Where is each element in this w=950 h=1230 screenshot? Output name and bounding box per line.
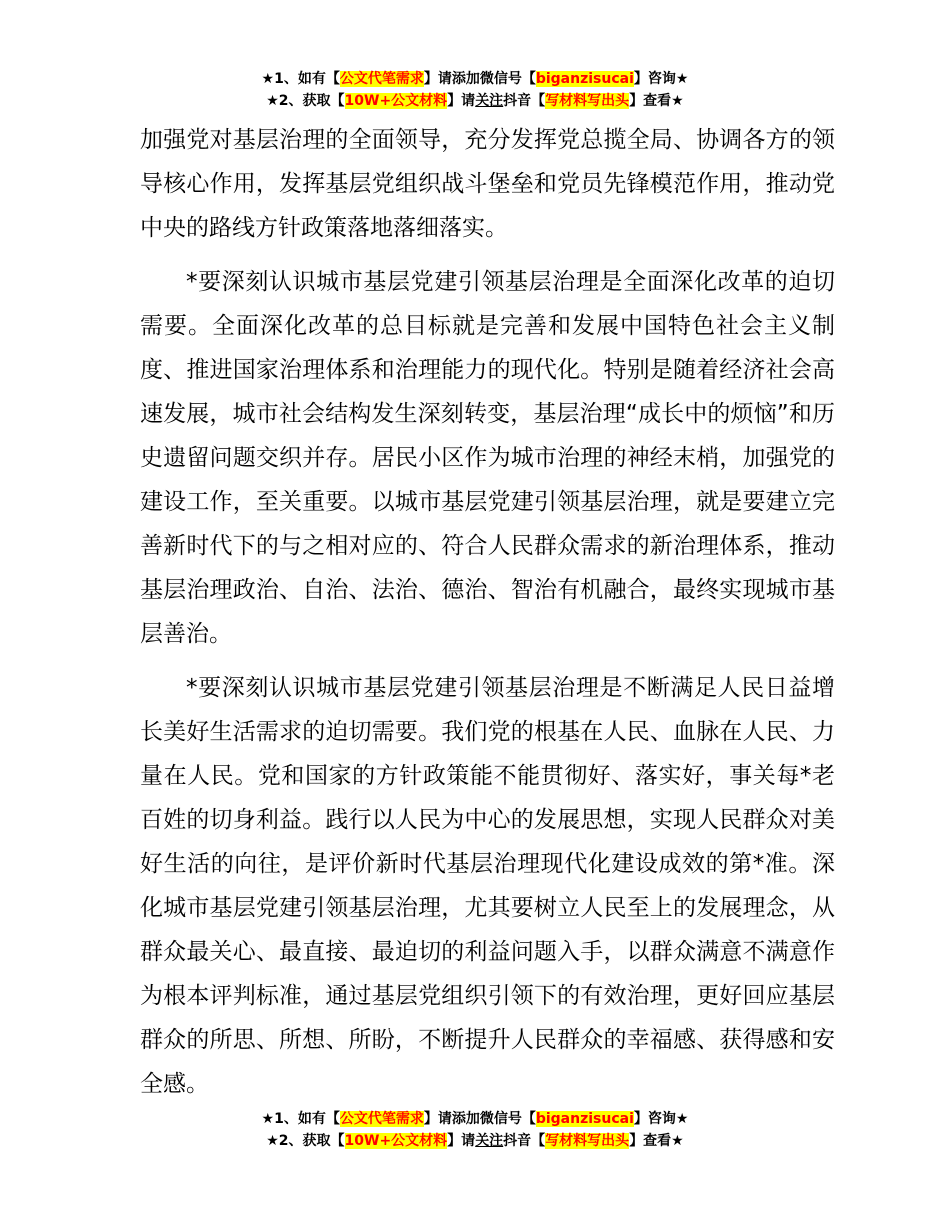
footer-banner [0, 1108, 950, 1152]
banner-text: ★1、如有【 [261, 1111, 340, 1127]
highlight-service: 公文代笔需求 [339, 71, 424, 87]
banner-line-2 [0, 90, 950, 112]
document-body [140, 118, 835, 1106]
banner-text: ★2、获取【 [266, 93, 345, 109]
banner-line-1 [0, 1108, 950, 1130]
paragraph: *要深刻认识城市基层党建引领基层治理是全面深化改革的迫切需要。全面深化改革的总目标就是完善和发展中国特色社会主义制度、推进国家治理体系和治理能力的现代化。特别是随着经济社会高速发展，城市社会结构发生深刻转变，基层治理“成长中的烦恼”和历史遗留问题交织并存。居民小区作为城市治理的神经末梢，加强党的建设工作，至关重要。以城市基层党建引领基层治理，就是要建立完善新时代下的与之相对应的、符合人民群众需求的新治理体系，推动基层治理政治、自治、法治、德治、智治有机融合，最终实现城市基层善治。 [140, 269, 835, 647]
banner-text: 】请添加微信号【 [423, 71, 536, 87]
banner-text: ★2、获取【 [266, 1133, 345, 1149]
banner-text: 】请 [447, 1133, 476, 1149]
banner-line-2 [0, 1130, 950, 1152]
banner-text: 】咨询★ [633, 71, 689, 87]
highlight-materials: 10W+公文材料 [344, 1133, 448, 1149]
highlight-wechat-id: biganzisucai [535, 1111, 634, 1127]
highlight-materials: 10W+公文材料 [344, 93, 448, 109]
banner-text: 抖音【 [503, 93, 546, 109]
banner-text: 】请 [447, 93, 476, 109]
highlight-douyin-account: 写材料写出头 [545, 93, 630, 109]
banner-text: 】咨询★ [633, 1111, 689, 1127]
banner-line-1 [0, 68, 950, 90]
paragraph: 加强党对基层治理的全面领导，充分发挥党总揽全局、协调各方的领导核心作用，发挥基层党组织战斗堡垒和党员先锋模范作用，推动党中央的路线方针政策落地落细落实。 [140, 127, 835, 241]
paragraph: *要深刻认识城市基层党建引领基层治理是不断满足人民日益增长美好生活需求的迫切需要。我们党的根基在人民、血脉在人民、力量在人民。党和国家的方针政策能不能贯彻好、落实好，事关每*老百姓的切身利益。践行以人民为中心的发展思想，实现人民群众对美好生活的向往，是评价新时代基层治理现代化建设成效的第*准。深化城市基层党建引领基层治理，尤其要树立人民至上的发展理念，从群众最关心、最直接、最迫切的利益问题入手，以群众满意不满意作为根本评判标准，通过基层党组织引领下的有效治理，更好回应基层群众的所思、所想、所盼，不断提升人民群众的幸福感、获得感和安全感。 [140, 675, 835, 1097]
banner-text: 】请添加微信号【 [423, 1111, 536, 1127]
highlight-service: 公文代笔需求 [339, 1111, 424, 1127]
underlined-follow: 关注 [475, 93, 504, 109]
highlight-wechat-id: biganzisucai [535, 71, 634, 87]
banner-text: ★1、如有【 [261, 71, 340, 87]
banner-text: 】查看★ [629, 1133, 684, 1149]
header-banner [0, 68, 950, 112]
underlined-follow: 关注 [475, 1133, 504, 1149]
highlight-douyin-account: 写材料写出头 [545, 1133, 630, 1149]
banner-text: 】查看★ [629, 93, 684, 109]
banner-text: 抖音【 [503, 1133, 546, 1149]
